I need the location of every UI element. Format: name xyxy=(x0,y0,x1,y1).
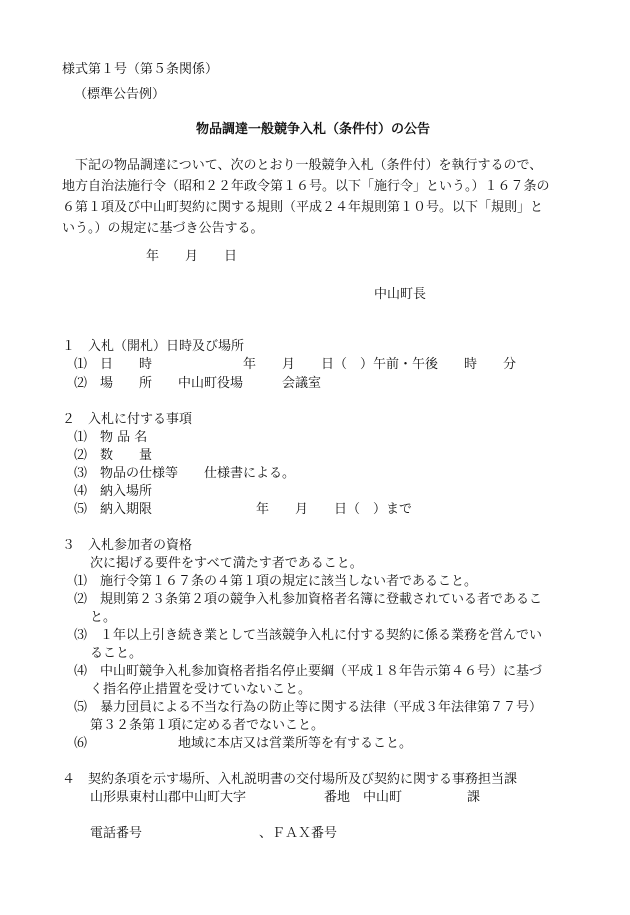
section-3-line: 第３２条第１項に定める者でないこと。 xyxy=(90,718,325,733)
section-3-line: ること。 xyxy=(90,646,143,661)
section-4-phone: 電話番号 、ＦＡＸ番号 xyxy=(90,826,338,841)
section-1-item: ⑴ 日 時 年 月 日（ ）午前・午後 時 分 xyxy=(74,357,517,372)
section-1-heading: １ 入札（開札）日時及び場所 xyxy=(62,339,245,354)
section-2-item: ⑵ 数 量 xyxy=(74,448,153,463)
issuer: 中山町長 xyxy=(374,287,427,302)
intro-line: いう。）の規定に基づき公告する。 xyxy=(62,221,264,236)
section-2-item: ⑶ 物品の仕様等 仕様書による。 xyxy=(74,466,296,481)
section-3-line: と。 xyxy=(90,610,117,625)
section-3-line: く指名停止措置を受けていないこと。 xyxy=(90,682,312,697)
section-3-line: ⑵ 規則第２３条第２項の競争入札参加資格者名簿に登載されている者であるこ xyxy=(74,592,543,607)
document-title: 物品調達一般競争入札（条件付）の公告 xyxy=(196,122,431,137)
intro-line: 地方自治法施行令（昭和２２年政令第１６号。以下「施行令」という。）１６７条の xyxy=(62,179,550,194)
form-number: 様式第１号（第５条関係） xyxy=(62,62,219,77)
section-3-line: ⑴ 施行令第１６７条の４第１項の規定に該当しない者であること。 xyxy=(74,574,478,589)
section-4-heading: ４ 契約条項を示す場所、入札説明書の交付場所及び契約に関する事務担当課 xyxy=(62,772,518,787)
date-line: 年 月 日 xyxy=(146,249,238,264)
section-3-line: ⑹ 地域に本店又は営業所等を有すること。 xyxy=(74,736,413,751)
form-note: （標準公告例） xyxy=(74,87,166,102)
section-3-line: ⑶ １年以上引き続き業として当該競争入札に付する契約に係る業務を営んでい xyxy=(74,628,543,643)
section-3-heading: ３ 入札参加者の資格 xyxy=(62,538,193,553)
intro-line: 下記の物品調達について、次のとおり一般競争入札（条件付）を執行するので、 xyxy=(62,158,543,173)
intro-line: ６第１項及び中山町契約に関する規則（平成２４年規則第１０号。以下「規則」と xyxy=(62,200,544,215)
section-2-item: ⑸ 納入期限 年 月 日（ ）まで xyxy=(74,502,413,517)
section-4-address: 山形県東村山郡中山町大字 番地 中山町 課 xyxy=(90,790,481,805)
section-2-item: ⑷ 納入場所 xyxy=(74,484,153,499)
section-3-line: 次に掲げる要件をすべて満たす者であること。 xyxy=(90,556,363,571)
section-3-line: ⑷ 中山町競争入札参加資格者指名停止要綱（平成１８年告示第４６号）に基づ xyxy=(74,664,543,679)
section-3-line: ⑸ 暴力団員による不当な行為の防止等に関する法律（平成３年法律第７７号） xyxy=(74,700,543,715)
section-2-item: ⑴ 物 品 名 xyxy=(74,430,148,445)
section-1-item: ⑵ 場 所 中山町役場 会議室 xyxy=(74,376,322,391)
section-2-heading: ２ 入札に付する事項 xyxy=(62,412,193,427)
